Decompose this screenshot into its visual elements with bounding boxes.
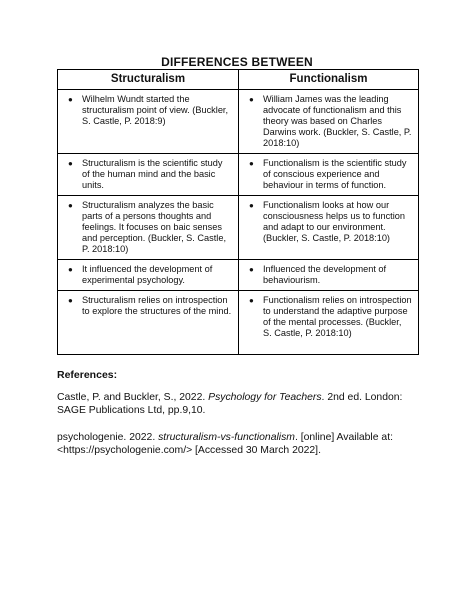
table-row [58, 154, 419, 196]
table-cell [58, 291, 239, 355]
cell-text: Functionalism is the scientific study of conscious experience and behaviour in terms of function. [263, 158, 407, 190]
cell-text: Functionalism relies on introspection to understand the adaptive purpose of the mental processes. (Buckler, S. Castle, P. 2018:10) [263, 295, 412, 338]
cell-text: Wilhelm Wundt started the structuralism point of view. (Buckler, S. Castle, P. 2018:9) [82, 94, 229, 126]
reference-entry [57, 431, 427, 457]
reference-title: Psychology for Teachers [208, 392, 322, 403]
reference-text: . 2nd ed. London: SAGE Publications Ltd, pp.9,10. [57, 392, 403, 416]
bullet-icon: ● [249, 296, 254, 305]
bullet-icon: ● [68, 159, 73, 168]
table-cell [58, 260, 239, 291]
table-cell [239, 291, 419, 355]
table-cell [239, 196, 419, 260]
table-cell [58, 154, 239, 196]
comparison-table [57, 69, 419, 355]
reference-text: . [online] Available at: <https://psychologenie.com/> [Accessed 30 March 2022]. [57, 432, 393, 456]
cell-text: Structuralism is the scientific study of the human mind and the basic units. [82, 158, 223, 190]
cell-text: Influenced the development of behaviourism. [263, 264, 387, 285]
references-heading: References: [57, 369, 118, 381]
reference-entry [57, 391, 427, 417]
column-header-structuralism: Structuralism [58, 70, 239, 90]
bullet-icon: ● [249, 265, 254, 274]
bullet-icon: ● [68, 95, 73, 104]
table-cell [239, 154, 419, 196]
table-row [58, 260, 419, 291]
column-header-functionalism: Functionalism [239, 70, 419, 90]
table-header-row [58, 70, 419, 90]
table-cell [239, 90, 419, 154]
cell-text: Structuralism analyzes the basic parts of a persons thoughts and feelings. It focuses on baic senses and perception. (Buckler, S. Castle, P. 2018:10) [82, 200, 227, 254]
document-title: DIFFERENCES BETWEEN [161, 55, 313, 69]
cell-text: Structuralism relies on introspection to explore the structures of the mind. [82, 295, 232, 316]
bullet-icon: ● [249, 201, 254, 210]
table-row [58, 291, 419, 355]
bullet-icon: ● [68, 296, 73, 305]
bullet-icon: ● [68, 265, 73, 274]
cell-text: It influenced the development of experimental psychology. [82, 264, 213, 285]
reference-text: psychologenie. 2022. [57, 432, 159, 443]
table-cell [58, 196, 239, 260]
bullet-icon: ● [249, 95, 254, 104]
reference-title: structuralism-vs-functionalism [158, 432, 295, 443]
cell-text: Functionalism looks at how our consciousness helps us to function and adapt to our environment. (Buckler, S. Castle, P. 2018:10) [263, 200, 405, 243]
table-cell [58, 90, 239, 154]
cell-text: William James was the leading advocate of functionalism and this theory was based on Charles Darwins work. (Buckler, S. Castle, P. 2018:10) [263, 94, 412, 148]
bullet-icon: ● [249, 159, 254, 168]
reference-text: Castle, P. and Buckler, S., 2022. [57, 392, 209, 403]
table-row [58, 90, 419, 154]
bullet-icon: ● [68, 201, 73, 210]
table-row [58, 196, 419, 260]
table-cell [239, 260, 419, 291]
